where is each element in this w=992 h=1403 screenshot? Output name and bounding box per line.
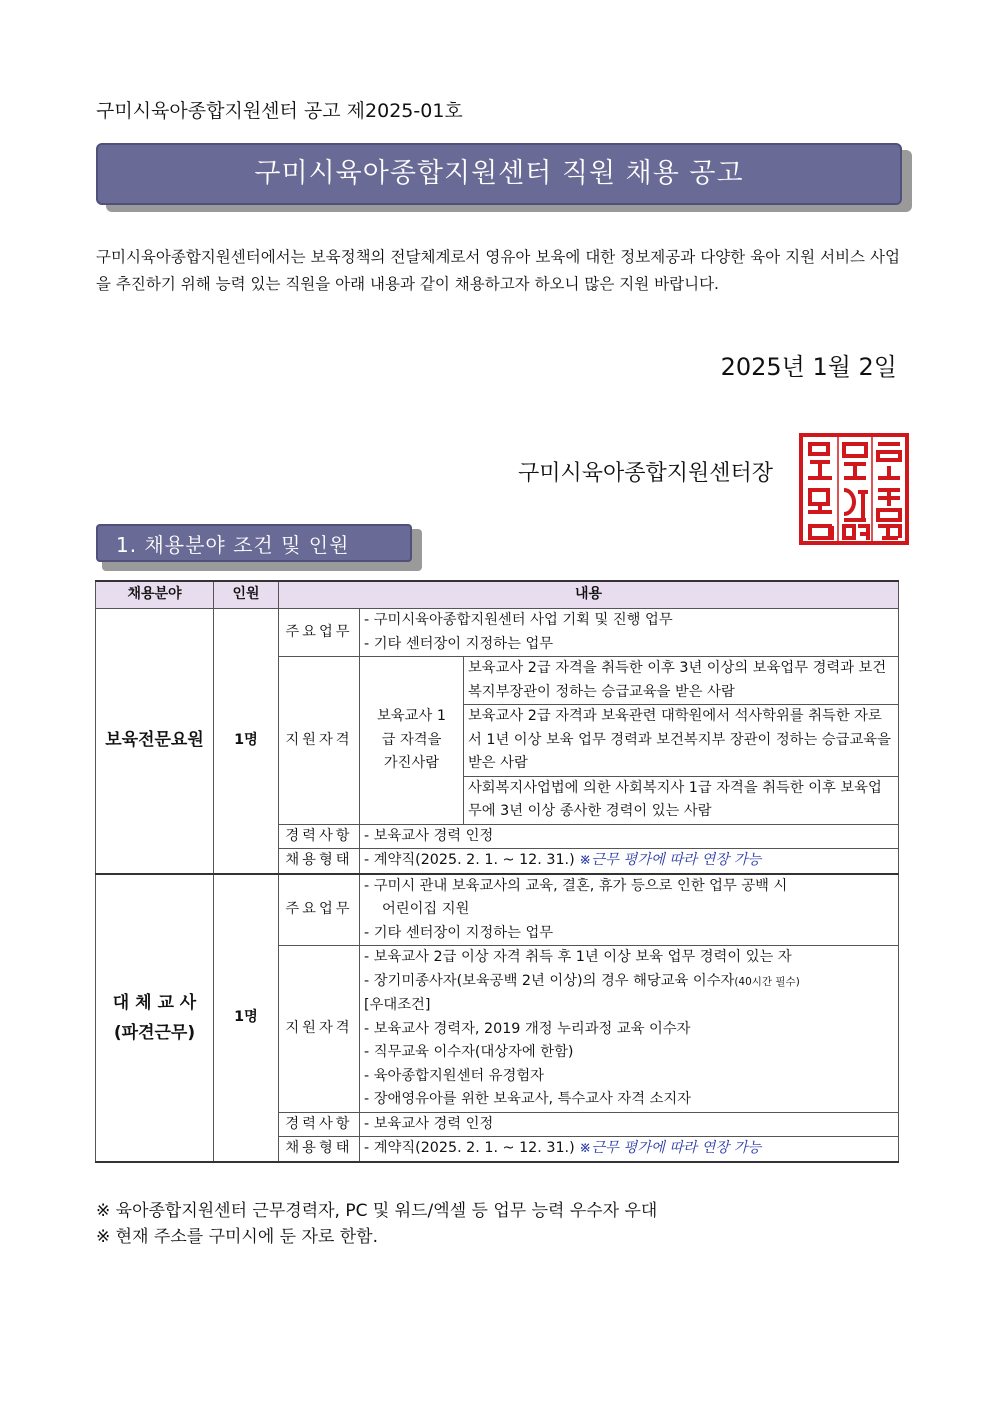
- job2-experience: - 보육교사 경력 인정: [360, 1112, 899, 1137]
- job1-qual-2: 보육교사 2급 자격과 보육관련 대학원에서 석사학위를 취득한 자로서 1년 이상 보육 업무 경력과 보건복지부 장관이 정하는 승급교육을 받은 사람: [464, 705, 899, 777]
- section-heading: 1. 채용분야 조건 및 인원: [96, 524, 412, 562]
- job2-qual-2-text: - 장기미종사자(보육공백 2년 이상)의 경우 해당교육 이수자: [364, 972, 735, 989]
- job1-qual-label: 지원자격: [279, 657, 360, 825]
- notice-number: 구미시육아종합지원센터 공고 제2025-01호: [96, 100, 463, 122]
- job1-duty-2: - 기타 센터장이 지정하는 업무: [364, 635, 554, 652]
- job2-duty-1b: 어린이집 지원: [382, 901, 470, 917]
- job1-experience-label: 경력사항: [279, 824, 360, 849]
- job2-duty-label: 주요업무: [279, 874, 360, 946]
- job2-qual-2-note: (40시간 필수): [734, 975, 800, 988]
- job2-qual-2: [364, 970, 894, 995]
- job2-field-line2: (파견근무): [113, 1022, 196, 1043]
- job2-field-line1: 대 체 교 사: [112, 992, 197, 1013]
- job1-qual-group: 보육교사 1급 자격을 가진사람: [360, 657, 464, 825]
- job2-employment-text: - 계약직(2025. 2. 1. ~ 12. 31.): [364, 1140, 575, 1156]
- job2-employment: [360, 1137, 899, 1162]
- job1-duty-label: 주요업무: [279, 609, 360, 657]
- header-count: 인원: [214, 581, 279, 609]
- table-header-row: [96, 581, 899, 609]
- header-content: 내용: [279, 581, 899, 609]
- job2-duties: [360, 874, 899, 946]
- job2-pref-4: - 장애영유아를 위한 보육교사, 특수교사 자격 소지자: [364, 1091, 691, 1107]
- title-banner: [96, 143, 902, 205]
- job2-count: 1명: [214, 874, 279, 1162]
- footnote-1: ※ 육아종합지원센터 근무경력자, PC 및 워드/엑셀 등 업무 능력 우수자 우대: [96, 1201, 658, 1221]
- job1-duty-1: - 구미시육아종합지원센터 사업 기획 및 진행 업무: [364, 612, 673, 628]
- job2-pref-title: [우대조건]: [364, 997, 431, 1013]
- job1-field: 보육전문요원: [96, 609, 214, 874]
- intro-paragraph: 구미시육아종합지원센터에서는 보육정책의 전달체계로서 영유아 보육에 대한 정보제공과 다양한 육아 지원 서비스 사업을 추진하기 위해 능력 있는 직원을 아래 내용과 같이 채용하고자 하오니 많은 지원 바랍니다.: [96, 248, 900, 293]
- job1-count: 1명: [214, 609, 279, 874]
- job2-duty-1a: - 구미시 관내 보육교사의 교육, 결혼, 휴가 등으로 인한 업무 공백 시: [364, 877, 788, 894]
- job2-qual-1: - 보육교사 2급 이상 자격 취득 후 1년 이상 보육 업무 경력이 있는 자: [364, 949, 792, 965]
- section-heading-banner: [96, 524, 416, 568]
- job1-employment-note: ※근무 평가에 따라 연장 가능: [579, 852, 762, 868]
- job1-qual-1: 보육교사 2급 자격을 취득한 이후 3년 이상의 보육업무 경력과 보건복지부장관이 정하는 승급교육을 받은 사람: [464, 657, 899, 705]
- job2-pref-1: - 보육교사 경력자, 2019 개정 누리과정 교육 이수자: [364, 1020, 691, 1037]
- job2-experience-label: 경력사항: [279, 1112, 360, 1137]
- recruitment-table: [95, 580, 899, 1163]
- table-row: [96, 609, 899, 657]
- issuer-name: 구미시육아종합지원센터장: [518, 461, 774, 486]
- page-title: 구미시육아종합지원센터 직원 채용 공고: [96, 143, 902, 205]
- notice-date: 2025년 1월 2일: [720, 353, 897, 381]
- official-seal-icon: [798, 432, 910, 546]
- header-field: 채용분야: [96, 581, 214, 609]
- job2-qual-label: 지원자격: [279, 946, 360, 1113]
- job2-pref-3: - 육아종합지원센터 유경험자: [364, 1067, 544, 1084]
- job2-duty-2: - 기타 센터장이 지정하는 업무: [364, 924, 554, 941]
- job1-employment-label: 채용형태: [279, 849, 360, 874]
- job2-employment-label: 채용형태: [279, 1137, 360, 1162]
- job1-qual-3: 사회복지사업법에 의한 사회복지사 1급 자격을 취득한 이후 보육업무에 3년 이상 종사한 경력이 있는 사람: [464, 776, 899, 824]
- footnote-2: ※ 현재 주소를 구미시에 둔 자로 한함.: [96, 1227, 378, 1247]
- job2-field: [96, 874, 214, 1162]
- table-row: [96, 874, 899, 946]
- job1-employment: [360, 849, 899, 874]
- job2-employment-note: ※근무 평가에 따라 연장 가능: [579, 1140, 762, 1156]
- job2-quals: [360, 946, 899, 1113]
- job1-duties: [360, 609, 899, 657]
- job1-employment-text: - 계약직(2025. 2. 1. ~ 12. 31.): [364, 852, 575, 868]
- job2-pref-2: - 직무교육 이수자(대상자에 한함): [364, 1044, 574, 1060]
- job1-experience: - 보육교사 경력 인정: [360, 824, 899, 849]
